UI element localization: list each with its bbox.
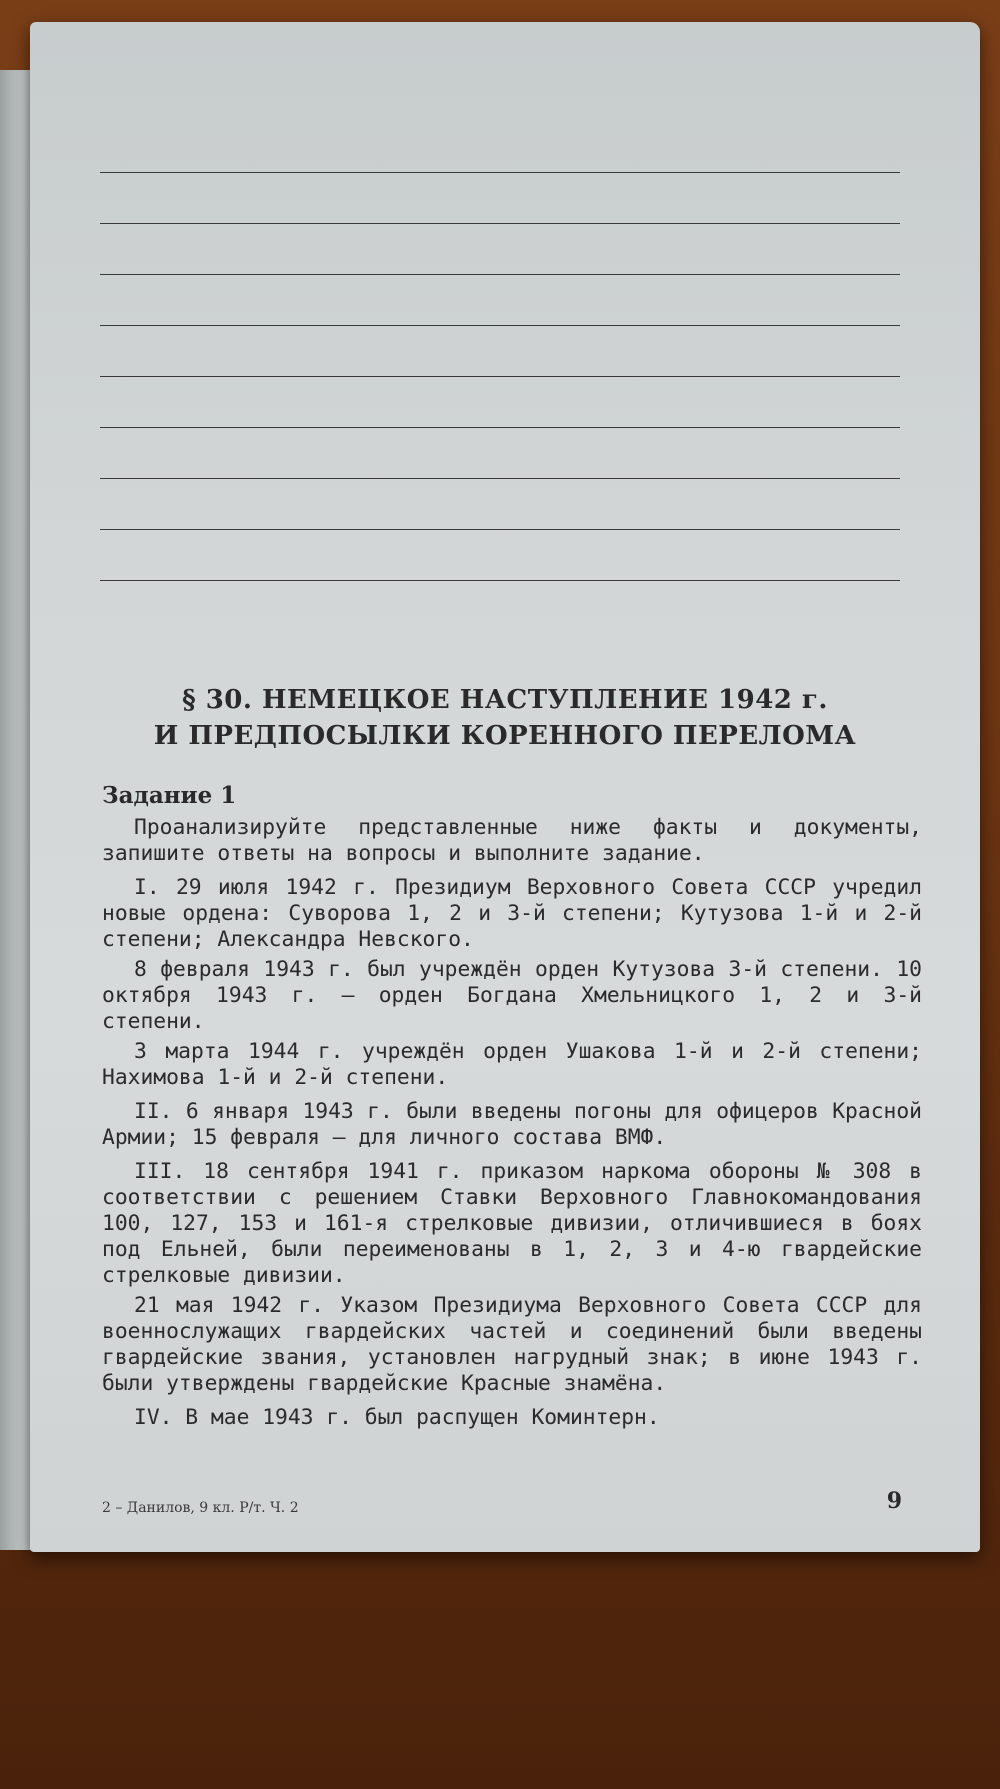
page-number: 9 [886, 1488, 902, 1514]
answer-line [100, 172, 900, 173]
fact-paragraph: I. 29 июля 1942 г. Президиум Верховного Совета СССР учредил новые ордена: Суворова 1, 2 и 3-й степени; Кутузова 1-й и 2-й степени; Александра Невского. [102, 875, 922, 952]
fact-paragraph: IV. В мае 1943 г. был распущен Коминтерн. [134, 1405, 660, 1430]
task-title: Задание 1 [102, 782, 237, 809]
fact-paragraph: 21 мая 1942 г. Указом Президиума Верховного Совета СССР для военнослужащих гвардейских частей и соединений были введены гвардейские звания, установлен нагрудный знак; в июне 1943 г. были утверждены гвардейские Красные знамёна. [102, 1293, 922, 1396]
answer-line [100, 376, 900, 377]
fact-paragraph: 3 марта 1944 г. учреждён орден Ушакова 1-й и 2-й степени; Нахимова 1-й и 2-й степени. [102, 1039, 922, 1090]
answer-lines [100, 172, 900, 631]
fact-paragraph: II. 6 января 1943 г. были введены погоны для офицеров Красной Армии; 15 февраля — для личного состава ВМФ. [102, 1099, 922, 1150]
fact-paragraph: 8 февраля 1943 г. был учреждён орден Кутузова 3-й степени. 10 октября 1943 г. — орден Богдана Хмельницкого 1, 2 и 3-й степени. [102, 957, 922, 1034]
footer-note: 2 – Данилов, 9 кл. Р/т. Ч. 2 [102, 1500, 299, 1516]
answer-line [100, 580, 900, 581]
answer-line [100, 478, 900, 479]
task-intro: Проанализируйте представленные ниже факты и документы, запишите ответы на вопросы и выполните задание. [102, 815, 922, 866]
section-heading-line1: § 30. НЕМЕЦКОЕ НАСТУПЛЕНИЕ 1942 г. [182, 685, 828, 715]
answer-line [100, 427, 900, 428]
section-heading-line2: И ПРЕДПОСЫЛКИ КОРЕННОГО ПЕРЕЛОМА [153, 721, 857, 751]
workbook-page [30, 22, 980, 1552]
section-heading [90, 682, 920, 754]
answer-line [100, 274, 900, 275]
task-body [102, 815, 922, 1439]
answer-line [100, 223, 900, 224]
answer-line [100, 529, 900, 530]
fact-paragraph: III. 18 сентября 1941 г. приказом наркома обороны № 308 в соответствии с решением Ставки Верховного Главнокомандования 100, 127, 153 и 161-я стрелковые дивизии, отличившиеся в боях под Ельней, были переименованы в 1, 2, 3 и 4-ю гвардейские стрелковые дивизии. [102, 1159, 922, 1288]
answer-line [100, 325, 900, 326]
